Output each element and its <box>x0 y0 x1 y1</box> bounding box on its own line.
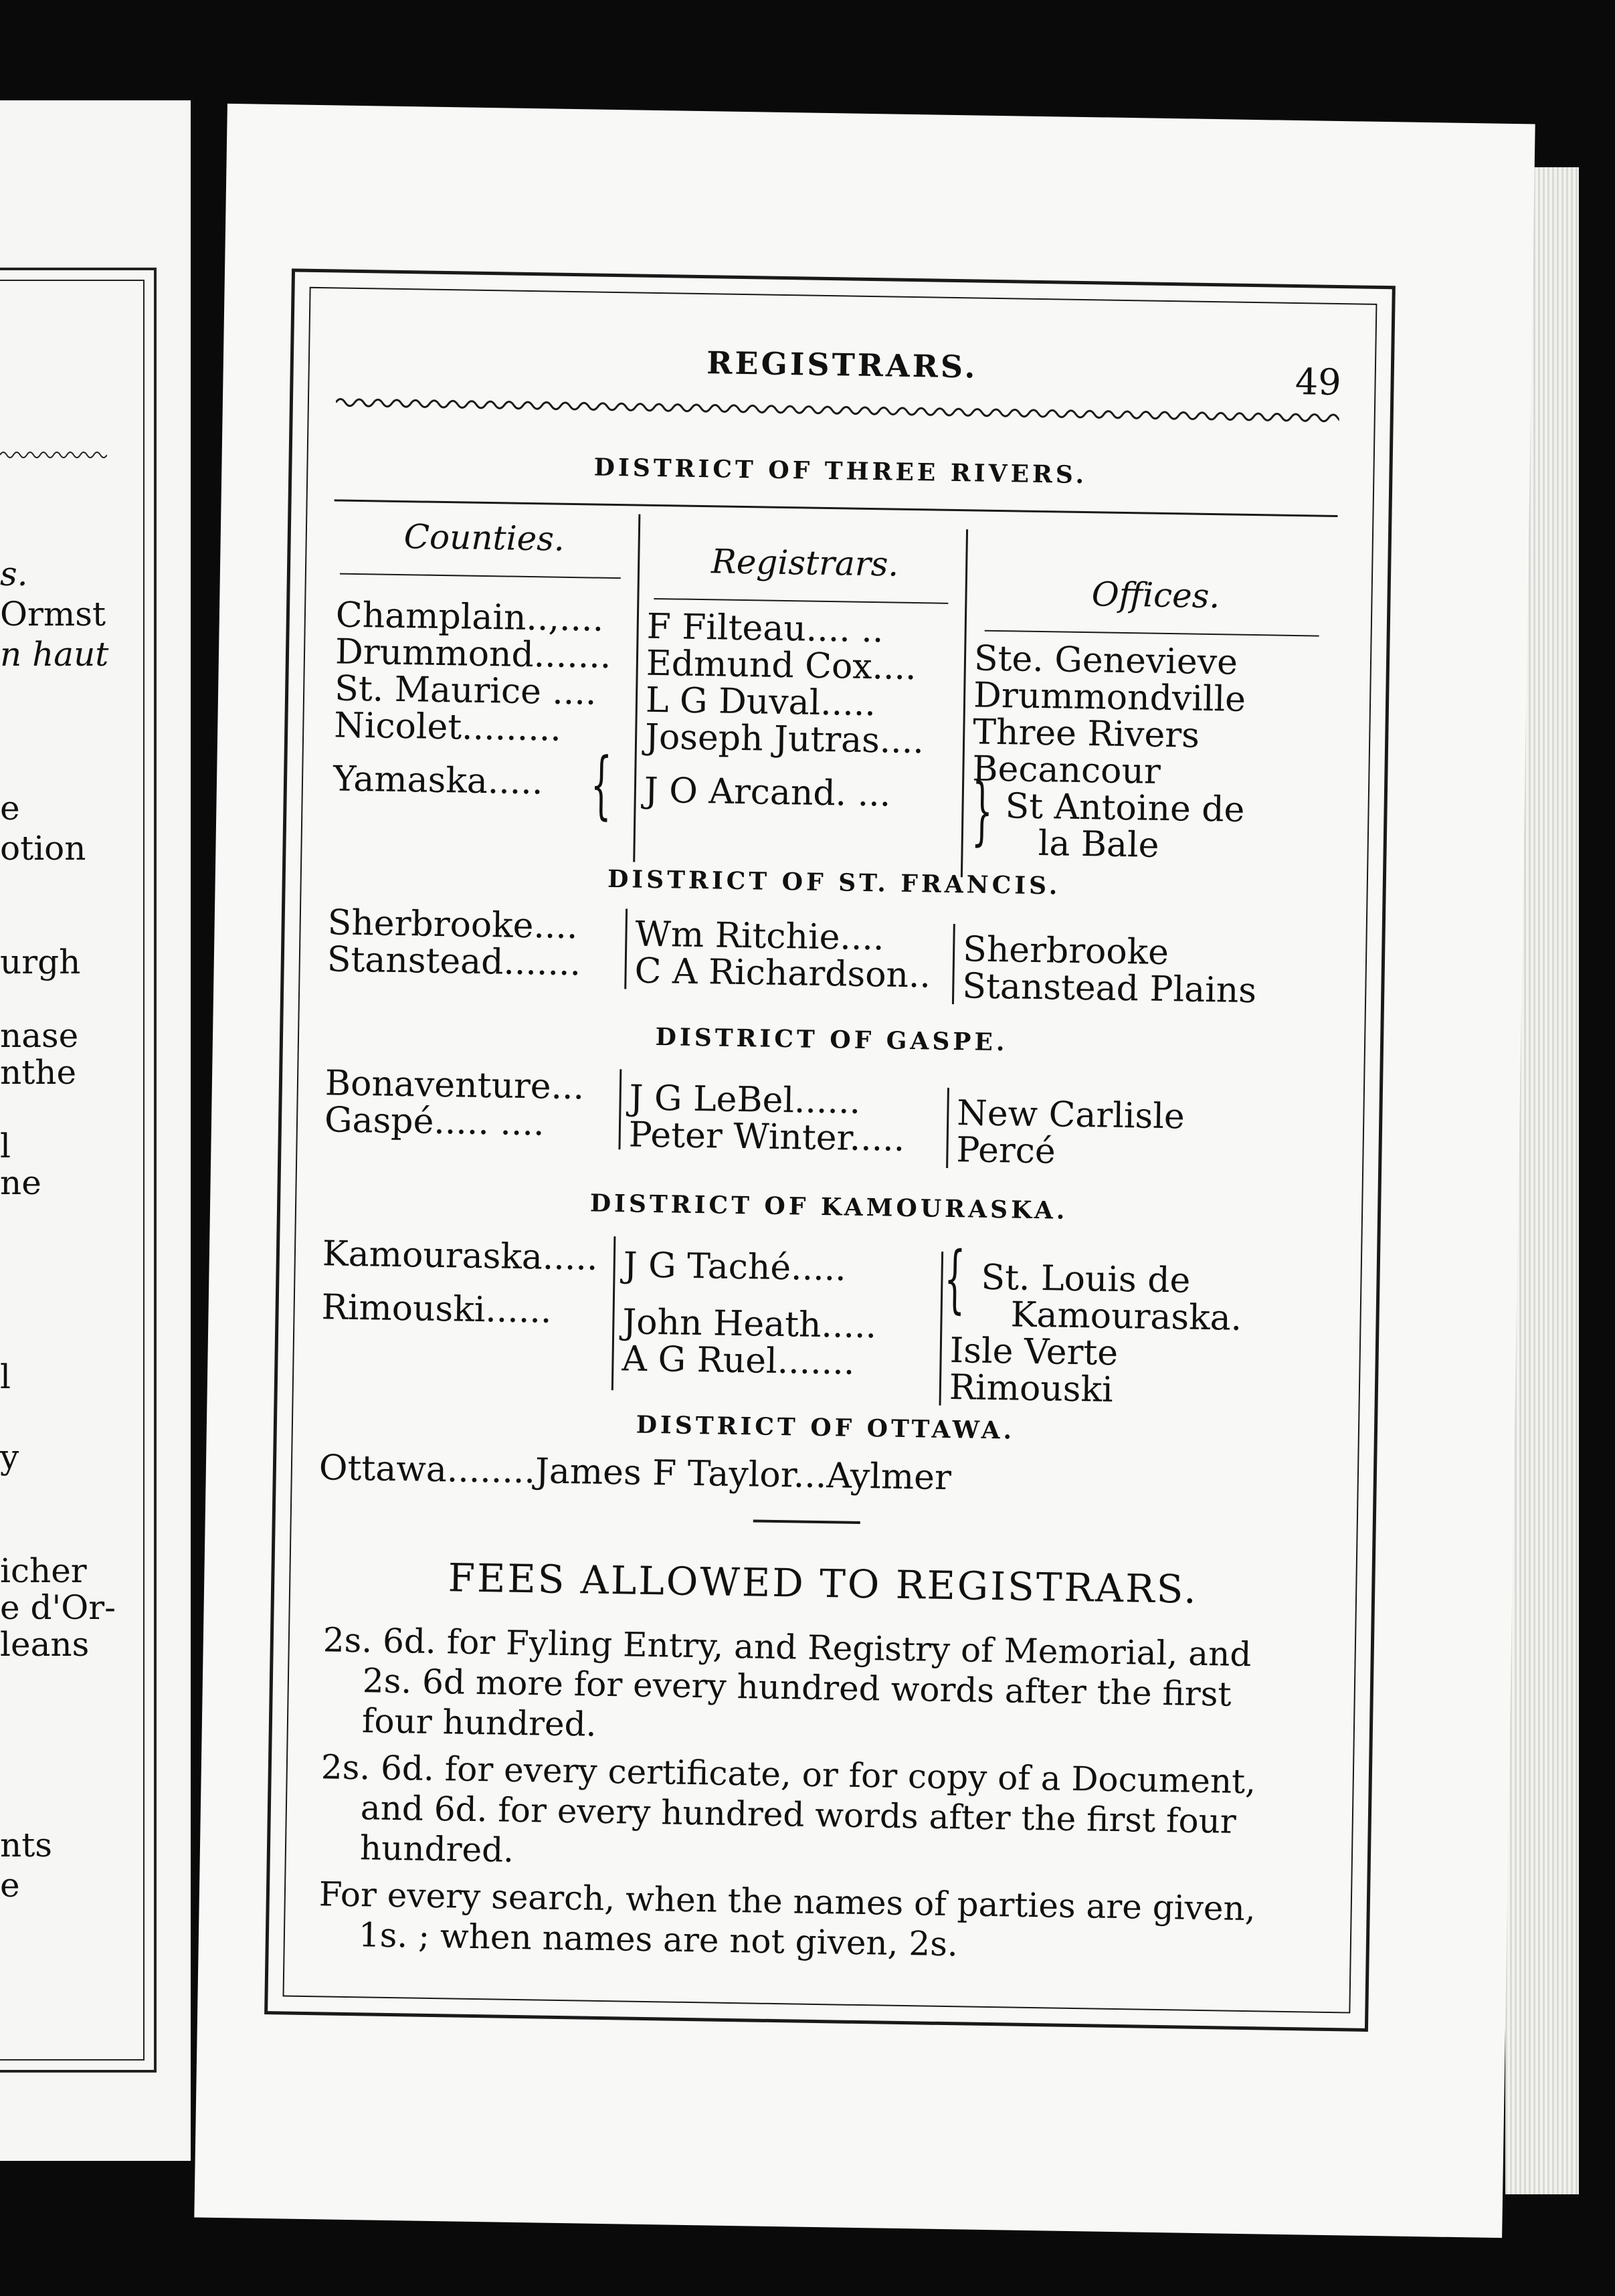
left-fragment: e d'Or- <box>0 1588 116 1627</box>
county-cell: Rimouski...... <box>321 1287 553 1331</box>
registrar-cell: J O Arcand. ... <box>644 770 891 815</box>
fee-item: 2s. 6d. for every certificate, or for copy of a Document, and 6d. for every hundred words after the first four hundred. <box>320 1747 1256 1870</box>
registrar-cell: Peter Winter..... <box>628 1115 905 1159</box>
column-rule <box>654 598 948 604</box>
brace-icon: } <box>971 767 993 854</box>
column-divider <box>946 1088 949 1168</box>
county-cell: St. Maurice .... <box>334 668 597 713</box>
office-cell: Three Rivers <box>972 712 1200 756</box>
district-heading: DISTRICT OF THREE RIVERS. <box>593 453 1088 490</box>
district-heading: DISTRICT OF ST. FRANCIS. <box>607 864 1061 900</box>
registrar-cell: John Heath..... <box>622 1302 877 1347</box>
right-page <box>194 104 1535 2238</box>
registrar-cell: Joseph Jutras.... <box>644 716 925 762</box>
office-cell: Isle Verte <box>949 1331 1119 1373</box>
registrar-cell: Wm Ritchie.... <box>635 914 885 959</box>
left-fragment: nase <box>0 1016 79 1055</box>
column-heading-counties: Counties. <box>403 517 565 559</box>
left-fragment: nthe <box>0 1053 77 1092</box>
column-rule <box>985 630 1319 637</box>
district-heading: DISTRICT OF OTTAWA. <box>636 1410 1016 1445</box>
office-cell: Stanstead Plains <box>961 966 1257 1012</box>
registrar-cell: A G Ruel....... <box>622 1339 855 1383</box>
fees-heading: FEES ALLOWED TO REGISTRARS. <box>448 1555 1199 1612</box>
table-rule <box>335 499 1338 517</box>
office-cell: Kamouraska. <box>1010 1295 1242 1339</box>
county-cell: Champlain..,.... <box>335 595 604 640</box>
office-cell: St. Louis de <box>981 1257 1191 1301</box>
left-fragment: icher <box>0 1551 87 1590</box>
column-rule <box>340 573 621 579</box>
column-divider <box>633 514 640 862</box>
left-fragment: urgh <box>0 943 81 981</box>
left-wavy-rule <box>0 448 107 462</box>
office-cell: la Bale <box>1038 824 1159 866</box>
column-divider <box>618 1069 622 1149</box>
page-content <box>311 315 1349 1984</box>
registrar-cell: J G LeBel...... <box>629 1078 861 1122</box>
registrar-cell: Edmund Cox.... <box>646 643 917 688</box>
left-fragment: e <box>0 789 20 828</box>
left-fragment: s. <box>0 555 28 593</box>
office-cell: St Antoine de <box>1005 786 1245 830</box>
district-heading: DISTRICT OF GASPE. <box>655 1023 1008 1057</box>
registrar-cell: C A Richardson.. <box>634 951 931 996</box>
registrar-cell: J G Taché..... <box>623 1245 847 1289</box>
office-cell: Percé <box>956 1130 1056 1172</box>
column-heading-offices: Offices. <box>1091 575 1220 616</box>
column-heading-registrars: Registrars. <box>710 542 899 584</box>
left-fragment: y <box>0 1438 19 1476</box>
left-fragment: n haut <box>0 635 109 674</box>
brace-icon: { <box>943 1235 966 1322</box>
county-cell: Kamouraska..... <box>322 1234 599 1278</box>
left-fragment: nts <box>0 1826 52 1864</box>
section-divider <box>753 1519 860 1524</box>
left-fragment: leans <box>0 1625 90 1664</box>
wavy-rule <box>336 392 1339 428</box>
column-divider <box>939 1252 944 1406</box>
brace-icon: { <box>590 741 613 828</box>
left-facing-page <box>0 100 191 2161</box>
office-cell: Becancour <box>971 749 1161 792</box>
column-divider <box>611 1236 616 1390</box>
left-fragment: otion <box>0 829 86 868</box>
registrar-cell: L G Duval..... <box>645 680 876 725</box>
left-fragment: Ormst <box>0 595 106 634</box>
office-cell: Rimouski <box>949 1367 1114 1410</box>
running-title: REGISTRARS. <box>706 345 978 385</box>
office-cell: New Carlisle <box>956 1093 1185 1137</box>
left-fragment: l <box>0 1127 11 1165</box>
county-cell: Nicolet......... <box>333 705 562 749</box>
left-fragment: l <box>0 1357 11 1396</box>
county-cell: Stanstead....... <box>326 939 581 984</box>
column-divider <box>624 908 628 989</box>
fee-item: For every search, when the names of parties are given, 1s. ; when names are not given, 2s. <box>318 1875 1256 1964</box>
county-cell: Drummond....... <box>335 632 611 676</box>
left-fragment: ne <box>0 1163 41 1202</box>
column-divider <box>952 924 955 1004</box>
registrar-cell: F Filteau.... .. <box>646 606 884 651</box>
county-cell: Sherbrooke.... <box>327 902 579 947</box>
district-heading: DISTRICT OF KAMOURASKA. <box>589 1189 1068 1225</box>
county-cell: Bonaventure... <box>324 1063 585 1108</box>
page-frame <box>264 268 1396 2032</box>
office-cell: Drummondville <box>973 675 1246 720</box>
office-cell: Sherbrooke <box>962 929 1169 973</box>
ottawa-row: Ottawa........James F Taylor...Aylmer <box>318 1448 952 1499</box>
left-fragment: e <box>0 1866 20 1905</box>
county-cell: Gaspé..... .... <box>324 1100 545 1144</box>
office-cell: Ste. Genevieve <box>973 638 1238 683</box>
page-number: 49 <box>1295 360 1342 404</box>
fee-item: 2s. 6d. for Fyling Entry, and Registry of Memorial, and 2s. 6d more for every hundred words after the first four hundred. <box>322 1620 1252 1744</box>
county-cell: Yamaska..... <box>332 759 543 803</box>
